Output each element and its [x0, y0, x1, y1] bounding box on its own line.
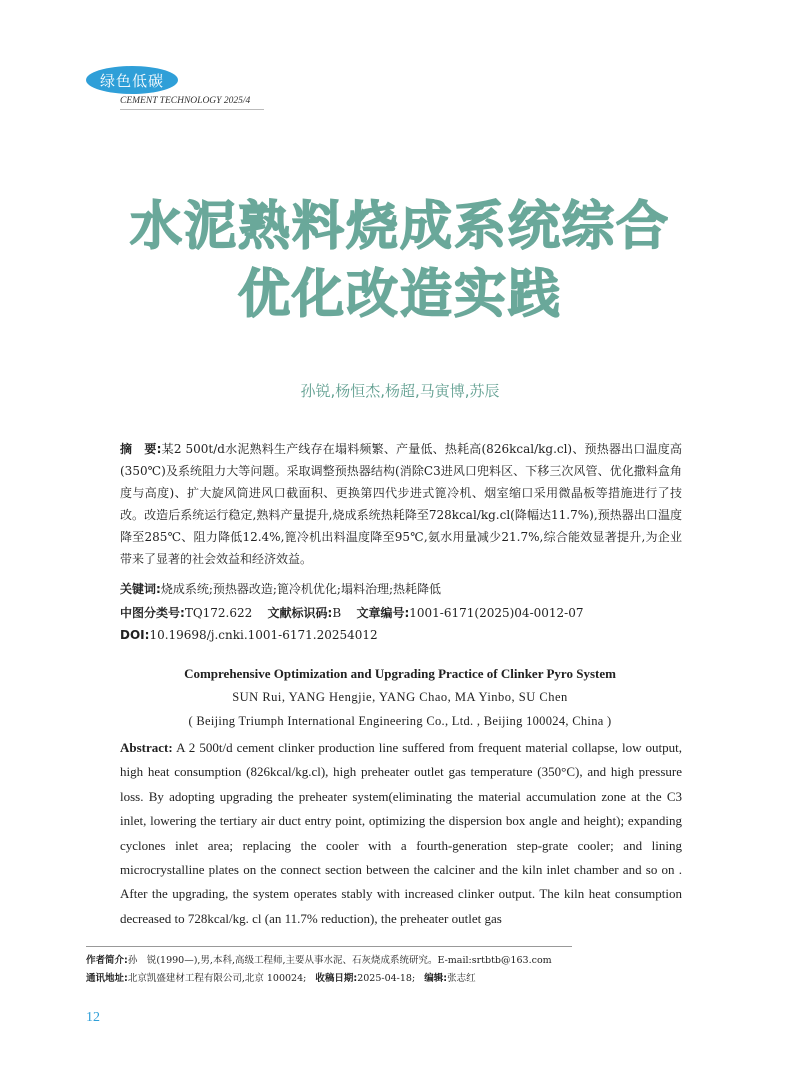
doi-line	[120, 628, 682, 642]
article-title-line-2: 优化改造实践	[237, 265, 562, 325]
article-number-value: 1001-6171(2025)04-0012-07	[409, 606, 584, 620]
keywords-label: 关键词:	[120, 582, 161, 596]
author-list: 孙锐,杨恒杰,杨超,马寅博,苏辰	[300, 382, 500, 400]
article-number-label: 文章编号:	[356, 606, 410, 620]
english-title: Comprehensive Optimization and Upgrading Practice of Clinker Pyro System	[184, 666, 616, 681]
doc-code-label: 文献标识码:	[267, 606, 333, 620]
abstract-text: 某2 500t/d水泥熟料生产线存在塌料频繁、产量低、热耗高(826kcal/kg.cl)、预热器出口温度高(350℃)及系统阻力大等问题。采取调整预热器结构(消除C3进风口兜料区、下移三次风管、优化撒料盒角度与高度)、扩大旋风筒进风口截面积、更换第四代步进式篦冷机、烟室缩口采用微晶板等措施进行了技改。改造后系统运行稳定,熟料产量提升,烧成系统热耗降至728kcal/kg.cl(降幅达11.7%),预热器出口温度降至285℃、阻力降低12.4%,篦冷机出料温度降至95℃,氨水用量减少21.7%,综合能效显著提升,为企业带来了显著的社会效益和经济效益。	[120, 442, 682, 566]
english-abstract-text: A 2 500t/d cement clinker production line suffered from frequent material collapse, low output, high heat consumption (826kcal/kg.cl), high preheater outlet gas temperature (350°C), and high pressure loss. By adopting upgrading the preheater system(eliminating the material accumulation zone at the C3 inlet, lowering the tertiary air duct entry point, optimizing the dispersion box angle and height); expanding cyclones inlet area; replacing the cooler with a fourth-generation step-grate cooler; and lining microcrystalline plates on the connect section between the calciner and the kiln inlet chamber and so on . After the upgrading, the system operates stably with increased clinker output. The kiln heat consumption decreased to 728kcal/kg. cl (an 11.7% reduction), the preheater outlet gas	[120, 740, 682, 926]
editor-name: 张志红	[447, 973, 476, 984]
doi-label: DOI:	[120, 628, 150, 642]
english-abstract-label: Abstract:	[120, 740, 173, 755]
editor-label: 编辑:	[424, 973, 448, 984]
article-title-line-1: 水泥熟料烧成系统综合	[129, 197, 670, 257]
english-affiliation: ( Beijing Triumph International Engineering Co., Ltd. , Beijing 100024, China )	[188, 714, 612, 728]
address-text: 北京凯盛建材工程有限公司,北京 100024;	[127, 973, 307, 984]
footnote-divider	[86, 946, 572, 947]
doi-value: 10.19698/j.cnki.1001-6171.20254012	[149, 628, 378, 642]
keywords-text: 烧成系统;预热器改造;篦冷机优化;塌料治理;热耗降低	[160, 582, 441, 596]
abstract-label: 摘 要:	[120, 442, 162, 456]
bio-label: 作者简介:	[86, 955, 128, 966]
author-bio	[86, 952, 686, 966]
journal-header: CEMENT TECHNOLOGY 2025/4	[120, 96, 264, 110]
section-badge: 绿色低碳	[86, 66, 178, 94]
received-date: 2025-04-18;	[357, 973, 416, 984]
correspondence-line	[86, 970, 686, 984]
bio-text: 孙 锐(1990—),男,本科,高级工程师,主要从事水泥、石灰烧成系统研究。E-mail:srtbtb@163.com	[127, 955, 552, 966]
english-authors: SUN Rui, YANG Hengjie, YANG Chao, MA Yinbo, SU Chen	[232, 690, 568, 704]
received-label: 收稿日期:	[315, 973, 358, 984]
english-abstract	[120, 736, 682, 931]
doc-code-value: B	[332, 606, 342, 620]
clc-value: TQ172.622	[184, 606, 253, 620]
address-label: 通讯地址:	[86, 973, 128, 984]
keywords	[120, 580, 682, 597]
page-number: 12	[86, 1010, 100, 1025]
classification-line	[120, 604, 682, 621]
chinese-abstract	[120, 438, 682, 570]
clc-label: 中图分类号:	[120, 606, 185, 620]
